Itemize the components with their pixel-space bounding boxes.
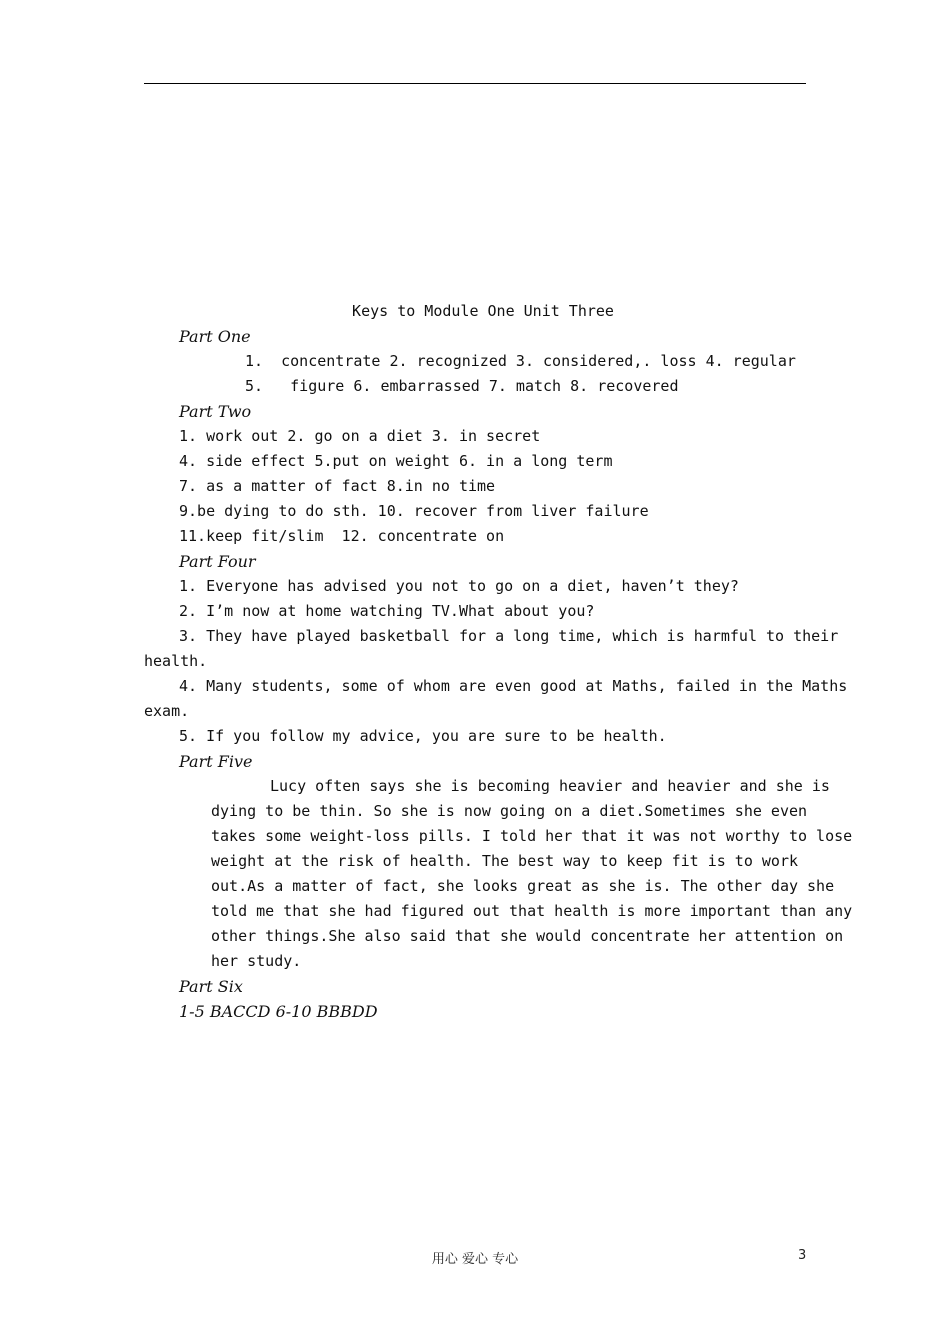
- page-number: 3: [798, 1248, 807, 1263]
- part-five-line: other things.She also said that she would concentrate her attention on: [211, 927, 844, 945]
- part-two-line: 7. as a matter of fact 8.in no time: [179, 477, 496, 495]
- part-four-line: 3. They have played basketball for a long time, which is harmful to their: [179, 627, 839, 645]
- part-six-heading: Part Six: [179, 977, 243, 996]
- part-one-heading: Part One: [179, 327, 251, 346]
- page-title: Keys to Module One Unit Three: [352, 302, 614, 320]
- part-four-line: exam.: [144, 702, 190, 720]
- part-five-line: weight at the risk of health. The best way to keep fit is to work: [211, 852, 798, 870]
- part-five-line: dying to be thin. So she is now going on a diet.Sometimes she even: [211, 802, 808, 820]
- header-rule: [144, 83, 806, 84]
- part-five-line: Lucy often says she is becoming heavier and heavier and she is: [270, 777, 830, 795]
- part-five-heading: Part Five: [179, 752, 253, 771]
- part-four-line: 4. Many students, some of whom are even good at Maths, failed in the Maths: [179, 677, 848, 695]
- part-four-line: 2. I’m now at home watching TV.What about you?: [179, 602, 595, 620]
- part-six-answers: 1-5 BACCD 6-10 BBBDD: [179, 1002, 378, 1021]
- part-two-line: 11.keep fit/slim 12. concentrate on: [179, 527, 505, 545]
- part-one-line: 5. figure 6. embarrassed 7. match 8. recovered: [245, 377, 679, 395]
- part-one-line: 1. concentrate 2. recognized 3. considered,. loss 4. regular: [245, 352, 796, 370]
- part-five-line: told me that she had figured out that health is more important than any: [211, 902, 853, 920]
- part-four-line: health.: [144, 652, 208, 670]
- part-two-heading: Part Two: [179, 402, 252, 421]
- part-four-heading: Part Four: [179, 552, 256, 571]
- part-two-line: 1. work out 2. go on a diet 3. in secret: [179, 427, 541, 445]
- footer-motto: 用心 爱心 专心: [431, 1252, 519, 1267]
- part-five-line: her study.: [211, 952, 302, 970]
- part-five-line: takes some weight-loss pills. I told her that it was not worthy to lose: [211, 827, 853, 845]
- part-two-line: 4. side effect 5.put on weight 6. in a long term: [179, 452, 613, 470]
- part-two-line: 9.be dying to do sth. 10. recover from liver failure: [179, 502, 649, 520]
- part-five-line: out.As a matter of fact, she looks great as she is. The other day she: [211, 877, 835, 895]
- part-four-line: 5. If you follow my advice, you are sure to be health.: [179, 727, 667, 745]
- part-four-line: 1. Everyone has advised you not to go on a diet, haven’t they?: [179, 577, 739, 595]
